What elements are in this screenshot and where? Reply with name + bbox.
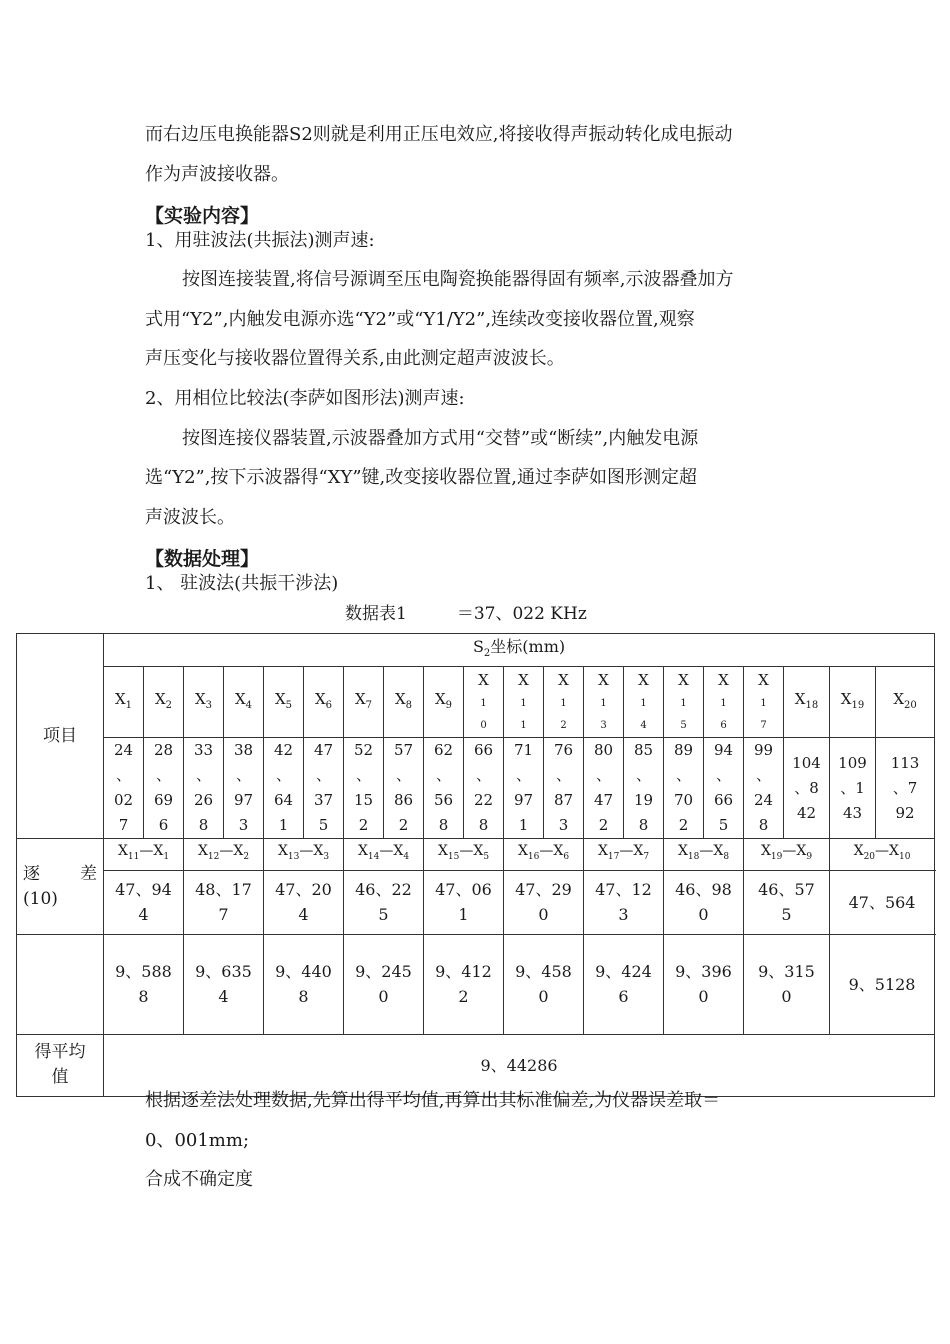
label-empty	[17, 934, 104, 1034]
pair-dash: —	[299, 843, 314, 860]
pair-sub-b: 9	[806, 851, 813, 862]
position-label-sub: 5	[285, 699, 293, 711]
content-item1-title: 1、用驻波法(共振法)测声速:	[145, 230, 375, 251]
third-value-4: 9、245 0	[344, 934, 424, 1034]
position-label-sub2: 5	[680, 720, 687, 732]
position-label-sub: 1	[125, 699, 133, 711]
position-label-main: X	[598, 671, 609, 690]
position-value-row	[17, 738, 935, 839]
content-item2-line-3: 声波波长。	[145, 507, 235, 528]
pair-x-b: X	[153, 843, 164, 860]
position-label-sub: 1	[560, 698, 567, 710]
position-header-x14	[624, 667, 664, 738]
table-caption	[345, 603, 587, 625]
position-value-x8: 57 、 86 2	[384, 738, 424, 839]
position-label-sub: 18	[805, 699, 819, 711]
table-caption-left: 数据表1	[345, 604, 407, 624]
diff-value-row	[17, 870, 935, 934]
position-label-main: X	[194, 689, 206, 708]
pair-header-9	[744, 839, 830, 871]
content-item1-line-3: 声压变化与接收器位置得关系,由此测定超声波波长。	[145, 348, 565, 369]
position-header-x7	[344, 667, 384, 738]
pair-dash: —	[219, 843, 234, 860]
pair-header-4	[344, 839, 424, 871]
coord-header-main: S	[472, 637, 484, 656]
position-value-x10: 66 、 22 8	[464, 738, 504, 839]
diff-value-10: 47、564	[830, 870, 935, 934]
pair-sub-b: 7	[643, 851, 650, 862]
third-value-row	[17, 934, 935, 1034]
position-label-sub: 7	[365, 699, 373, 711]
position-label-main: X	[718, 671, 729, 690]
pair-sub-b: 5	[483, 851, 490, 862]
position-header-x8	[384, 667, 424, 738]
position-header-x4	[224, 667, 264, 738]
pair-sub-a: 14	[367, 851, 380, 862]
after-line-3: 合成不确定度	[145, 1169, 253, 1190]
position-label-sub: 8	[405, 699, 413, 711]
position-value-x14: 85 、 19 8	[624, 738, 664, 839]
position-value-x3: 33 、 26 8	[184, 738, 224, 839]
diff-value-3: 47、20 4	[264, 870, 344, 934]
position-label-sub: 1	[680, 698, 687, 710]
diff-value-8: 46、98 0	[664, 870, 744, 934]
position-label-main: X	[434, 689, 446, 708]
position-value-x7: 52 、 15 2	[344, 738, 384, 839]
pair-x-a: X	[117, 843, 128, 860]
position-header-x12	[544, 667, 584, 738]
position-header-x1	[104, 667, 144, 738]
third-value-10: 9、5128	[830, 934, 935, 1034]
coord-header-sub: 2	[483, 648, 491, 660]
label-diff-top	[17, 862, 103, 887]
position-label-main: X	[154, 689, 166, 708]
third-value-8: 9、396 0	[664, 934, 744, 1034]
diff-value-2: 48、17 7	[184, 870, 264, 934]
pair-x-b: X	[713, 843, 724, 860]
position-label-sub2: 2	[560, 720, 567, 732]
position-label-main: X	[394, 689, 406, 708]
position-label-main: X	[274, 689, 286, 708]
position-label-sub: 9	[445, 699, 453, 711]
pair-sub-b: 3	[323, 851, 330, 862]
pair-dash: —	[699, 843, 714, 860]
position-label-sub: 4	[245, 699, 253, 711]
content-item1-line-1: 按图连接装置,将信号源调至压电陶瓷换能器得固有频率,示波器叠加方	[182, 269, 734, 290]
pair-x-b: X	[233, 843, 244, 860]
diff-value-6: 47、29 0	[504, 870, 584, 934]
pair-sub-b: 2	[243, 851, 250, 862]
position-label-main: X	[678, 671, 689, 690]
label-avg: 得平均 值	[17, 1034, 104, 1096]
position-header-x10	[464, 667, 504, 738]
position-label-main: X	[314, 689, 326, 708]
pair-x-b: X	[473, 843, 484, 860]
position-label-sub: 1	[600, 698, 607, 710]
third-value-7: 9、424 6	[584, 934, 664, 1034]
position-label-sub: 1	[520, 698, 527, 710]
pair-sub-b: 1	[163, 851, 170, 862]
position-header-x20	[876, 667, 935, 738]
position-label-main: X	[354, 689, 366, 708]
position-label-main: X	[893, 689, 904, 708]
pair-header-row	[17, 839, 935, 871]
pair-x-b: X	[633, 843, 644, 860]
position-value-x9: 62 、 56 8	[424, 738, 464, 839]
pair-x-b: X	[889, 843, 899, 860]
pair-sub-a: 12	[207, 851, 220, 862]
pair-header-3	[264, 839, 344, 871]
position-header-x17	[744, 667, 784, 738]
third-value-3: 9、440 8	[264, 934, 344, 1034]
pair-sub-b: 4	[403, 851, 410, 862]
diff-value-4: 46、22 5	[344, 870, 424, 934]
position-label-sub: 19	[851, 699, 865, 711]
position-label-sub: 6	[325, 699, 333, 711]
position-value-x15: 89 、 70 2	[664, 738, 704, 839]
position-header-x9	[424, 667, 464, 738]
pair-header-1	[104, 839, 184, 871]
pair-header-7	[584, 839, 664, 871]
position-value-x18: 104 、8 42	[784, 738, 830, 839]
coord-header	[104, 634, 935, 667]
pair-dash: —	[539, 843, 554, 860]
pair-x-a: X	[597, 843, 608, 860]
position-label-main: X	[234, 689, 246, 708]
section-heading-data: 【数据处理】	[145, 548, 260, 570]
position-label-sub: 2	[165, 699, 173, 711]
position-label-sub: 3	[205, 699, 213, 711]
pair-sub-b: 6	[563, 851, 570, 862]
content-item2-title: 2、用相位比较法(李萨如图形法)测声速:	[145, 388, 465, 409]
pair-header-6	[504, 839, 584, 871]
position-value-x12: 76 、 87 3	[544, 738, 584, 839]
pair-x-a: X	[760, 843, 771, 860]
position-label-sub2: 1	[520, 720, 527, 732]
content-item1-line-2: 式用“Y2”,内触发电源亦选“Y2”或“Y1/Y2”,连续改变接收器位置,观察	[145, 309, 695, 330]
data-table-1	[16, 633, 935, 1097]
pair-x-a: X	[357, 843, 368, 860]
third-value-9: 9、315 0	[744, 934, 830, 1034]
third-value-1: 9、588 8	[104, 934, 184, 1034]
label-diff	[17, 839, 104, 935]
pair-x-b: X	[553, 843, 564, 860]
position-label-sub: 1	[760, 698, 767, 710]
pair-x-b: X	[393, 843, 404, 860]
position-label-main: X	[840, 689, 852, 708]
position-header-x15	[664, 667, 704, 738]
position-header-x13	[584, 667, 624, 738]
pair-header-5	[424, 839, 504, 871]
position-value-x17: 99 、 24 8	[744, 738, 784, 839]
position-label-main: X	[794, 689, 806, 708]
pair-sub-a: 13	[287, 851, 300, 862]
pair-x-a: X	[437, 843, 448, 860]
position-header-x18	[784, 667, 830, 738]
pair-sub-b: 8	[723, 851, 730, 862]
label-item: 项目	[17, 634, 104, 839]
pair-sub-a: 19	[770, 851, 783, 862]
intro-line-1: 而右边压电换能器S2则就是利用正压电效应,将接收得声振动转化成电振动	[145, 124, 733, 145]
pair-dash: —	[379, 843, 394, 860]
position-label-sub2: 0	[480, 720, 487, 732]
position-label-sub2: 3	[600, 720, 607, 732]
position-header-x6	[304, 667, 344, 738]
pair-x-a: X	[853, 843, 864, 860]
pair-x-b: X	[313, 843, 324, 860]
position-label-sub: 1	[640, 698, 647, 710]
pair-header-8	[664, 839, 744, 871]
position-value-x4: 38 、 97 3	[224, 738, 264, 839]
pair-dash: —	[459, 843, 474, 860]
position-label-sub2: 7	[760, 720, 767, 732]
position-value-x16: 94 、 66 5	[704, 738, 744, 839]
pair-dash: —	[619, 843, 634, 860]
position-label-main: X	[478, 671, 489, 690]
diff-value-5: 47、06 1	[424, 870, 504, 934]
label-diff-char-a: 逐	[23, 863, 40, 884]
section-heading-content: 【实验内容】	[145, 205, 260, 227]
pair-x-a: X	[277, 843, 288, 860]
position-value-x1: 24 、 02 7	[104, 738, 144, 839]
after-line-1: 根据逐差法处理数据,先算出得平均值,再算出其标准偏差,为仪器误差取＝	[145, 1090, 721, 1111]
content-item2-line-2: 选“Y2”,按下示波器得“XY”键,改变接收器位置,通过李萨如图形测定超	[145, 467, 698, 488]
intro-line-2: 作为声波接收器。	[145, 164, 289, 185]
pair-x-a: X	[517, 843, 528, 860]
diff-value-9: 46、57 5	[744, 870, 830, 934]
position-label-main: X	[638, 671, 649, 690]
position-label-main: X	[518, 671, 529, 690]
position-value-x19: 109 、1 43	[830, 738, 876, 839]
diff-value-7: 47、12 3	[584, 870, 664, 934]
position-label-sub: 1	[720, 698, 727, 710]
pair-header-2	[184, 839, 264, 871]
pair-x-a: X	[677, 843, 688, 860]
position-header-x16	[704, 667, 744, 738]
content-item2-line-1: 按图连接仪器装置,示波器叠加方式用“交替”或“断续”,内触发电源	[182, 428, 699, 449]
third-value-5: 9、412 2	[424, 934, 504, 1034]
position-header-x5	[264, 667, 304, 738]
position-label-sub: 1	[480, 698, 487, 710]
label-diff-n: (10)	[23, 888, 58, 909]
data-item1-title: 1、 驻波法(共振干涉法)	[145, 573, 339, 594]
position-header-row	[17, 667, 935, 738]
position-value-x6: 47 、 37 5	[304, 738, 344, 839]
pair-sub-a: 16	[527, 851, 540, 862]
position-header-x3	[184, 667, 224, 738]
position-value-x20: 113 、7 92	[876, 738, 935, 839]
position-label-sub2: 6	[720, 720, 727, 732]
table-caption-right: ＝37、022 KHz	[456, 604, 587, 624]
pair-sub-a: 15	[447, 851, 460, 862]
pair-dash: —	[875, 843, 890, 860]
position-value-x13: 80 、 47 2	[584, 738, 624, 839]
pair-sub-b: 10	[899, 851, 911, 862]
position-label-sub2: 4	[640, 720, 647, 732]
coord-header-rest: 坐标(mm)	[490, 637, 566, 656]
position-label-main: X	[114, 689, 126, 708]
third-value-6: 9、458 0	[504, 934, 584, 1034]
position-header-x19	[830, 667, 876, 738]
pair-x-a: X	[197, 843, 208, 860]
position-value-x5: 42 、 64 1	[264, 738, 304, 839]
pair-sub-a: 17	[607, 851, 620, 862]
pair-x-b: X	[796, 843, 807, 860]
position-header-x11	[504, 667, 544, 738]
pair-dash: —	[782, 843, 797, 860]
diff-value-1: 47、94 4	[104, 870, 184, 934]
position-label-sub: 20	[904, 699, 917, 711]
position-label-main: X	[758, 671, 769, 690]
pair-dash: —	[139, 843, 154, 860]
pair-sub-a: 18	[687, 851, 700, 862]
position-value-x11: 71 、 97 1	[504, 738, 544, 839]
pair-sub-a: 11	[127, 851, 140, 862]
avg-value: 9、44286	[104, 1034, 935, 1096]
label-diff-char-b: 差	[80, 863, 97, 884]
position-header-x2	[144, 667, 184, 738]
pair-sub-a: 20	[863, 851, 876, 862]
pair-header-10	[830, 839, 935, 871]
position-value-x2: 28 、 69 6	[144, 738, 184, 839]
position-label-main: X	[558, 671, 569, 690]
third-value-2: 9、635 4	[184, 934, 264, 1034]
after-line-2: 0、001mm;	[145, 1130, 250, 1151]
